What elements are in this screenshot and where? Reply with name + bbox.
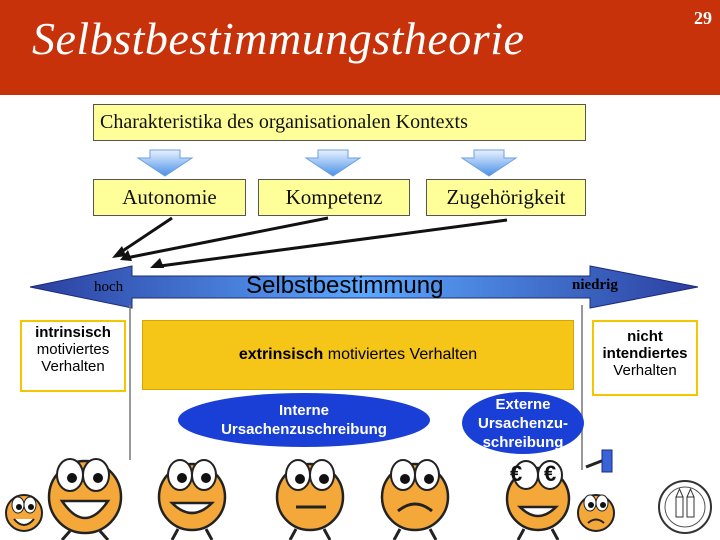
scale-label-hoch: hoch [94, 279, 124, 295]
sad-face-icon [578, 450, 614, 531]
internal-attribution-ellipse [178, 393, 430, 447]
need-kompetenz: Kompetenz [258, 179, 410, 216]
context-box: Charakteristika des organisationalen Kontexts [93, 104, 586, 141]
euro-eye-right: € [544, 461, 557, 486]
scale-label-niedrig: niedrig [572, 277, 618, 293]
nicht-line2: intendiertes [602, 345, 688, 362]
neutral-face-icon [277, 460, 343, 540]
intrinsic-line1: intrinsisch [35, 324, 111, 341]
frown-face-icon [382, 460, 448, 540]
big-smile-face-icon [49, 459, 121, 540]
extrinsic-behavior-box [142, 320, 574, 390]
externe-line3: schreibung [482, 433, 564, 451]
unintended-behavior-box [592, 320, 698, 396]
small-face-icon [6, 495, 42, 531]
extrinsic-rest: motiviertes Verhalten [323, 346, 478, 363]
down-arrow-icon [138, 150, 192, 176]
nicht-line3: Verhalten [613, 362, 677, 379]
grin-face-icon [159, 460, 225, 540]
arrowhead-icon [150, 258, 164, 268]
externe-line1: Externe [495, 395, 551, 413]
slide-title: Selbstbestimmungstheorie [32, 13, 525, 64]
scale-label-selbstbestimmung: Selbstbestimmung [246, 272, 444, 299]
interne-line1: Interne [278, 402, 329, 419]
intrinsic-behavior-box [20, 320, 126, 392]
nicht-line1: nicht [627, 328, 663, 345]
university-seal-icon [659, 481, 711, 533]
down-arrow-icon [306, 150, 360, 176]
extrinsic-bold: extrinsisch [238, 346, 324, 363]
interne-line2: Ursachenzuschreibung [221, 421, 387, 438]
need-autonomie: Autonomie [93, 179, 246, 216]
intrinsic-line3: Verhalten [41, 358, 105, 375]
need-zugehoerigkeit: Zugehörigkeit [426, 179, 586, 216]
down-arrow-icon [462, 150, 516, 176]
page-number: 29 [694, 8, 712, 28]
euro-eye-left: € [510, 461, 523, 486]
emotion-faces-row [0, 445, 720, 540]
connector-arrows [118, 218, 507, 266]
externe-line2: Ursachenzu- [477, 414, 569, 432]
intrinsic-line2: motiviertes [36, 341, 110, 358]
